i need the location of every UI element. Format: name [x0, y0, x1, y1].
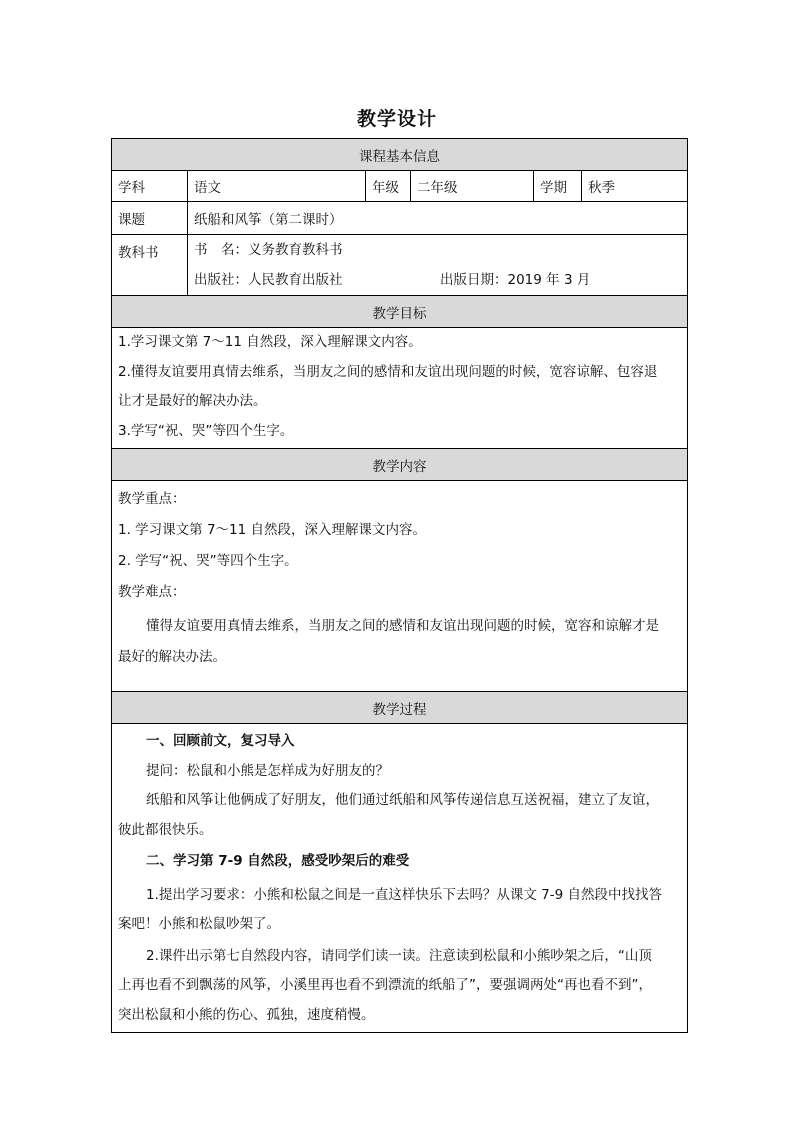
process-body [112, 724, 688, 1033]
section2-p2-line: 上再也看不到飘荡的风筝，小溪里再也看不到漂流的纸船了”，要强调两处“再也看不到”， [118, 977, 652, 993]
lesson-value: 纸船和风筝（第二课时） [188, 202, 688, 235]
basic-info-header: 课程基本信息 [112, 139, 688, 171]
page-title: 教学设计 [356, 108, 437, 130]
section1-question: 提问：松鼠和小熊是怎样成为好朋友的？ [146, 762, 389, 779]
goal-line: 2.懂得友谊要用真情去维系，当朋友之间的感情和友谊出现问题的时候，宽容谅解、包容退 [118, 363, 658, 380]
section2-p2-line: 突出松鼠和小熊的伤心、孤独，速度稍慢。 [118, 1006, 375, 1023]
book-name: 书 名：义务教育教科书 [194, 242, 343, 258]
difficulty-line: 最好的解决办法。 [118, 649, 226, 665]
term-value: 秋季 [582, 171, 688, 202]
publisher-row [194, 265, 681, 295]
goals-header: 教学目标 [112, 296, 688, 328]
lesson-plan-table [111, 138, 688, 1033]
section2-p2-line: 2.课件出示第七自然段内容，请同学们读一读。注意读到松鼠和小熊吵架之后，“山顶 [146, 947, 652, 964]
section1-line: 彼此都很快乐。 [118, 821, 213, 838]
content-body [112, 481, 688, 692]
goal-line: 让才是最好的解决办法。 [118, 393, 267, 409]
textbook-info [188, 235, 688, 296]
goal-line: 3.学写“祝、哭”等四个生字。 [118, 422, 294, 439]
term-label: 学期 [534, 171, 582, 202]
process-header: 教学过程 [112, 692, 688, 724]
section1-line: 纸船和风筝让他俩成了好朋友，他们通过纸船和风筝传递信息互送祝福，建立了友谊， [146, 792, 659, 808]
goal-line: 1.学习课文第 7～11 自然段，深入理解课文内容。 [118, 334, 422, 350]
difficulty-label: 教学难点： [118, 584, 186, 600]
section2-p1-line: 案吧！小熊和松鼠吵架了。 [118, 916, 280, 932]
publish-date: 出版日期：2019 年 3 月 [440, 272, 591, 288]
subject-value: 语文 [188, 171, 366, 202]
grade-label: 年级 [366, 171, 411, 202]
difficulty-line: 懂得友谊要用真情去维系，当朋友之间的感情和友谊出现问题的时候，宽容和谅解才是 [146, 618, 659, 634]
key-points-label: 教学重点： [118, 491, 186, 507]
section2-title: 二、学习第 7-9 自然段，感受吵架后的难受 [146, 853, 410, 869]
section2-p1-line: 1.提出学习要求：小熊和松鼠之间是一直这样快乐下去吗？从课文 7-9 自然段中找找答 [146, 886, 663, 903]
lesson-label: 课题 [112, 202, 188, 235]
key-point-line: 2. 学写“祝、哭”等四个生字。 [118, 553, 298, 569]
section1-title: 一、回顾前文，复习导入 [146, 733, 295, 749]
key-point-line: 1. 学习课文第 7～11 自然段，深入理解课文内容。 [118, 522, 427, 538]
grade-value: 二年级 [411, 171, 534, 202]
subject-label: 学科 [112, 171, 188, 202]
content-header: 教学内容 [112, 449, 688, 481]
publisher: 出版社：人民教育出版社 [194, 272, 343, 288]
textbook-label: 教科书 [112, 235, 188, 296]
goals-body [112, 328, 688, 449]
